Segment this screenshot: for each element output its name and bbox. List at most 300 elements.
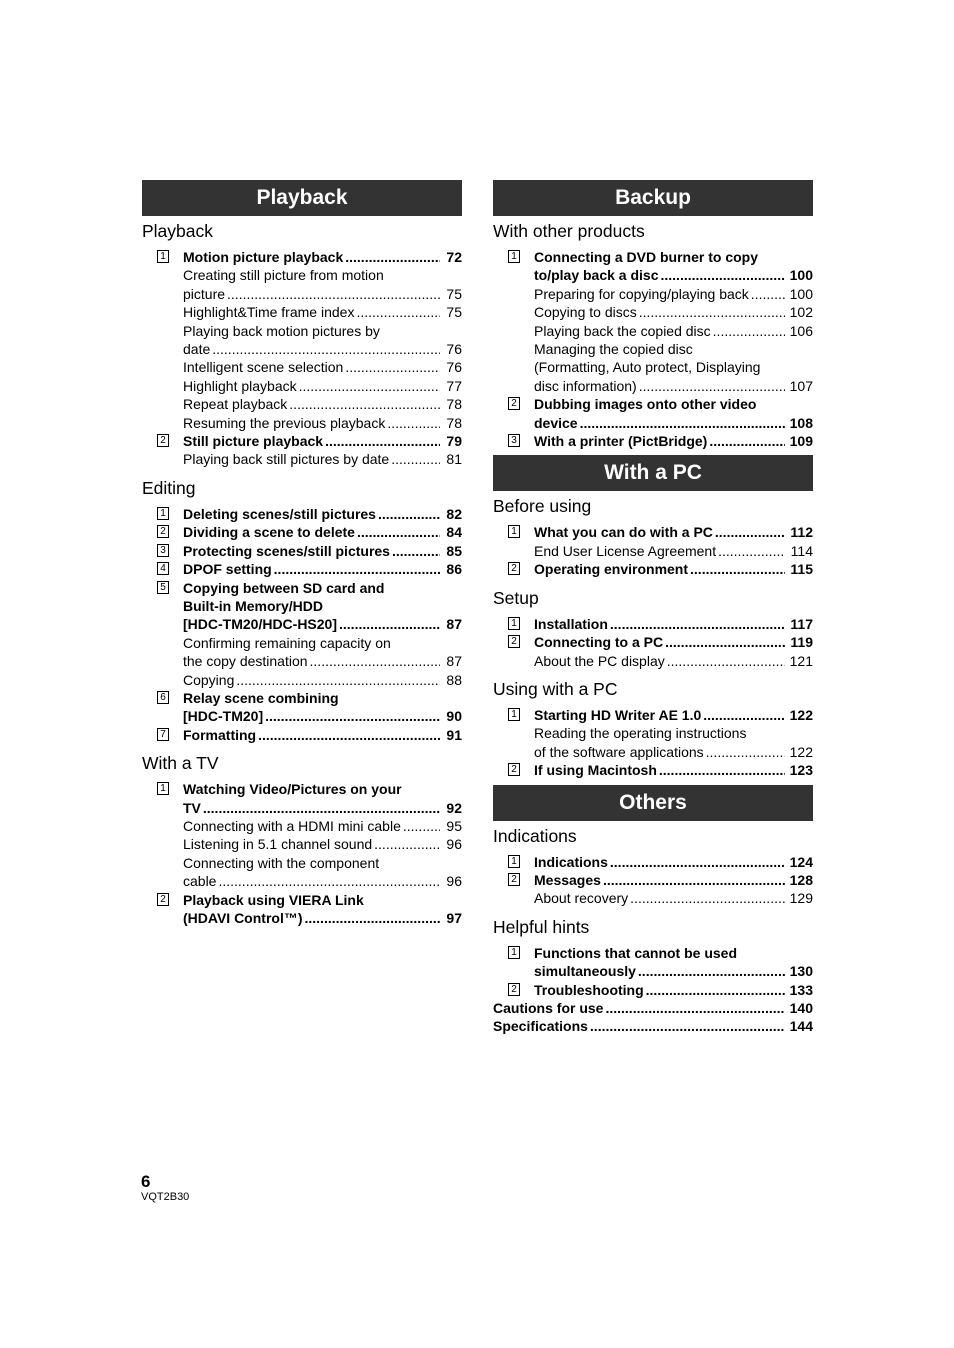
section-heading-setup: Setup <box>493 587 539 608</box>
page-ref: 121 <box>789 652 813 669</box>
toc-line <box>534 743 813 761</box>
item-number-box: 1 <box>508 855 520 868</box>
toc-line-text: Playing back motion pictures by <box>183 322 380 339</box>
toc-entry-body <box>183 780 462 890</box>
toc-entry[interactable] <box>142 432 462 469</box>
toc-line-text: What you can do with a PC <box>534 524 713 541</box>
item-number-box: 7 <box>157 728 169 741</box>
item-number-box: 2 <box>508 873 520 886</box>
section-heading-with-other-products: With other products <box>493 221 645 241</box>
page-ref: 79 <box>446 433 462 450</box>
toc-line-text: of the software applications <box>534 743 704 760</box>
toc-entry[interactable] <box>493 432 813 450</box>
toc-line <box>183 542 462 560</box>
page-ref: 102 <box>789 304 813 321</box>
toc-line <box>534 266 813 284</box>
toc-line <box>183 322 462 340</box>
item-number-box: 2 <box>157 525 169 538</box>
toc-entry[interactable] <box>493 560 813 578</box>
page-ref: 82 <box>446 505 462 522</box>
toc-entry-body <box>534 706 813 761</box>
toc-line-text: Dubbing images onto other video <box>534 396 757 413</box>
page-ref: 107 <box>789 377 813 394</box>
toc-line <box>183 579 462 597</box>
toc-line-text: Still picture playback <box>183 433 324 450</box>
toc-entry[interactable] <box>493 615 813 633</box>
toc-line-text: Watching Video/Pictures on your <box>183 781 402 798</box>
toc-line <box>534 432 813 450</box>
toc-line-text: Connecting with the component <box>183 854 380 871</box>
toc-entry[interactable] <box>493 944 813 981</box>
toc-line <box>534 560 813 578</box>
page-ref: 129 <box>789 890 813 907</box>
toc-entry[interactable] <box>493 706 813 761</box>
toc-entry-body <box>183 505 462 523</box>
dot-leader <box>718 542 785 560</box>
page-ref: 124 <box>789 853 813 870</box>
toc-line <box>183 615 462 633</box>
toc-line <box>534 285 813 303</box>
toc-entry[interactable] <box>142 248 462 432</box>
page-ref: 112 <box>790 524 813 541</box>
page-ref: 95 <box>446 817 462 834</box>
dot-leader <box>391 450 440 468</box>
page-ref: 96 <box>446 836 462 853</box>
toc-line <box>534 340 813 358</box>
toc-line <box>534 761 813 779</box>
toc-entry-body <box>183 689 462 726</box>
page-ref: 91 <box>446 726 462 743</box>
toc-entry-body <box>534 248 813 395</box>
toc-entry[interactable] <box>493 523 813 560</box>
toc-line <box>534 962 813 980</box>
toc-line-text: TV <box>183 799 201 816</box>
dot-leader <box>715 523 785 541</box>
toc-line <box>534 944 813 962</box>
dot-leader <box>203 799 440 817</box>
section-band-playback: Playback <box>142 180 462 216</box>
toc-entry-body <box>534 761 813 779</box>
toc-line <box>183 560 462 578</box>
dot-leader <box>299 377 440 395</box>
toc-line-text: Confirming remaining capacity on <box>183 634 391 651</box>
toc-entry[interactable] <box>142 505 462 523</box>
page-ref: 122 <box>789 743 813 760</box>
page-number: 6 <box>141 1172 151 1191</box>
toc-line-text: Repeat playback <box>183 396 288 413</box>
toc-line-text: date <box>183 341 211 358</box>
toc-line-text: Formatting <box>183 726 257 743</box>
page-ref: 130 <box>789 963 813 980</box>
toc-entry[interactable] <box>493 853 813 871</box>
toc-line <box>183 780 462 798</box>
toc-line-text: DPOF setting <box>183 561 272 578</box>
item-number-box: 1 <box>508 250 520 263</box>
page-ref: 97 <box>446 910 462 926</box>
toc-entry-body <box>534 853 813 871</box>
toc-line <box>534 303 813 321</box>
dot-leader <box>265 707 440 725</box>
toc-line-text: picture <box>183 285 226 302</box>
dot-leader <box>703 706 785 724</box>
toc-line-text: About the PC display <box>534 652 665 669</box>
toc-line-text: Playing back the copied disc <box>534 322 711 339</box>
item-number-box: 1 <box>508 617 520 630</box>
toc-line <box>183 450 462 468</box>
toc-line <box>183 854 462 872</box>
dot-leader <box>345 358 440 376</box>
toc-line <box>183 726 462 744</box>
section-heading-playback: Playback <box>142 221 214 241</box>
toc-line <box>183 303 462 321</box>
toc-entry-body <box>534 633 813 670</box>
toc-line-text: Reading the operating instructions <box>534 725 747 742</box>
item-number-box: 2 <box>508 763 520 776</box>
item-number-box: 6 <box>157 691 169 704</box>
dot-leader <box>258 726 440 744</box>
page-ref: 90 <box>446 708 462 725</box>
dot-leader <box>218 872 440 890</box>
toc-line <box>183 523 462 541</box>
dot-leader <box>357 523 440 541</box>
toc-entry[interactable] <box>493 633 813 670</box>
toc-line <box>183 597 462 615</box>
toc-line-text: Intelligent scene selection <box>183 359 344 376</box>
toc-line-text: Copying between SD card and <box>183 579 385 596</box>
toc-entry[interactable] <box>142 579 462 689</box>
toc-line <box>534 358 813 376</box>
toc-entry-body <box>183 579 462 689</box>
toc-line <box>534 633 813 651</box>
toc-line-text: Specifications <box>493 1018 588 1035</box>
toc-line-text: Highlight&Time frame index <box>183 304 355 321</box>
toc-line <box>183 340 462 358</box>
toc-line-text: Operating environment <box>534 561 689 578</box>
page-ref: 119 <box>790 634 813 651</box>
page-ref: 92 <box>446 799 462 816</box>
dot-leader <box>605 999 785 1017</box>
toc-line <box>183 634 462 652</box>
toc-line-text: Playing back still pictures by date <box>183 451 390 468</box>
dot-leader <box>610 853 785 871</box>
toc-line-text: About recovery <box>534 890 629 907</box>
dot-leader <box>638 962 785 980</box>
item-number-box: 2 <box>508 635 520 648</box>
toc-line-text: Protecting scenes/still pictures <box>183 542 390 559</box>
toc-line-text: Troubleshooting <box>534 981 644 998</box>
page-ref: 100 <box>789 267 813 284</box>
dot-leader <box>646 981 785 999</box>
toc-line <box>534 981 813 999</box>
page-ref: 133 <box>789 981 813 998</box>
item-number-box: 5 <box>157 581 169 594</box>
toc-line <box>534 322 813 340</box>
toc-line-text: [HDC-TM20] <box>183 708 264 725</box>
page-ref: 88 <box>446 671 462 688</box>
page-ref: 75 <box>446 304 462 321</box>
toc-column-right <box>493 180 813 1036</box>
dot-leader <box>630 889 785 907</box>
toc-column-left <box>142 180 462 927</box>
dot-leader <box>665 633 785 651</box>
dot-leader <box>345 248 440 266</box>
page-ref: 84 <box>446 524 462 541</box>
dot-leader <box>751 285 785 303</box>
toc-line <box>183 358 462 376</box>
toc-entry[interactable] <box>493 1017 813 1035</box>
toc-entry-body <box>183 891 462 928</box>
toc-entry-body <box>183 248 462 432</box>
page-ref: 78 <box>446 414 462 431</box>
toc-line-text: Dividing a scene to delete <box>183 524 355 541</box>
page-ref: 86 <box>446 561 462 578</box>
toc-line-text: to/play back a disc <box>534 267 659 284</box>
dot-leader <box>667 652 785 670</box>
toc-entry-body <box>534 981 813 999</box>
page-ref: 100 <box>789 285 813 302</box>
toc-entry[interactable] <box>142 891 462 928</box>
toc-entry-body <box>183 726 462 744</box>
toc-entry[interactable] <box>493 248 813 395</box>
toc-entry[interactable] <box>142 689 462 726</box>
page-ref: 87 <box>446 616 462 633</box>
toc-line <box>183 377 462 395</box>
section-band-with-a-pc: With a PC <box>493 455 813 491</box>
section-heading-using-with-a-pc: Using with a PC <box>493 678 618 699</box>
toc-line-text: Managing the copied disc <box>534 341 693 358</box>
page-ref: 114 <box>790 542 813 559</box>
toc-line-text: Resuming the previous playback <box>183 414 386 431</box>
item-number-box: 1 <box>508 946 520 959</box>
item-number-box: 2 <box>508 983 520 996</box>
dot-leader <box>639 377 785 395</box>
item-number-box: 1 <box>157 250 169 263</box>
toc-line <box>534 615 813 633</box>
toc-entry-body <box>534 560 813 578</box>
toc-line-text: cable <box>183 873 217 890</box>
item-number-box: 2 <box>157 434 169 447</box>
toc-entry[interactable] <box>142 780 462 890</box>
dot-leader <box>392 542 440 560</box>
page-ref: 122 <box>789 706 813 723</box>
toc-line-text: Copying to discs <box>534 304 637 321</box>
page-ref: 77 <box>446 377 462 394</box>
page-ref: 115 <box>790 561 813 578</box>
toc-line <box>534 724 813 742</box>
toc-line <box>183 652 462 670</box>
toc-entry-body <box>183 542 462 560</box>
dot-leader <box>212 340 440 358</box>
page-ref: 128 <box>789 871 813 888</box>
toc-line <box>183 248 462 266</box>
item-number-box: 2 <box>508 562 520 575</box>
dot-leader <box>639 303 785 321</box>
section-heading-with-a-tv: With a TV <box>142 753 219 774</box>
toc-line-text: Starting HD Writer AE 1.0 <box>534 706 702 723</box>
dot-leader <box>603 871 785 889</box>
dot-leader <box>610 615 785 633</box>
toc-line-text: simultaneously <box>534 963 636 980</box>
item-number-box: 2 <box>157 893 169 906</box>
toc-line-text: Motion picture playback <box>183 249 344 265</box>
toc-line <box>534 871 813 889</box>
toc-line <box>183 395 462 413</box>
toc-line <box>183 817 462 835</box>
toc-line-text: Preparing for copying/playing back <box>534 285 749 302</box>
toc-entry-body <box>534 944 813 981</box>
toc-line <box>183 432 462 450</box>
toc-line-text: [HDC-TM20/HDC-HS20] <box>183 616 338 633</box>
dot-leader <box>690 560 785 578</box>
page-ref: 109 <box>789 433 813 450</box>
toc-line-text: Messages <box>534 871 601 888</box>
toc-line-text: Copying <box>183 671 235 688</box>
dot-leader <box>706 743 785 761</box>
item-number-box: 2 <box>508 397 520 410</box>
toc-line <box>183 835 462 853</box>
dot-leader <box>289 395 440 413</box>
dot-leader <box>387 414 440 432</box>
toc-line-text: With a printer (PictBridge) <box>534 433 708 450</box>
toc-line <box>534 706 813 724</box>
toc-line-text: the copy destination <box>183 653 308 670</box>
section-heading-before-using: Before using <box>493 496 592 517</box>
section-heading-helpful-hints: Helpful hints <box>493 916 590 937</box>
toc-entry-body <box>183 523 462 541</box>
dot-leader <box>339 615 440 633</box>
dot-leader <box>305 909 441 927</box>
toc-entry[interactable] <box>493 871 813 908</box>
toc-line-text: Connecting with a HDMI mini cable <box>183 817 401 834</box>
dot-leader <box>310 652 440 670</box>
toc-line-text: Functions that cannot be used <box>534 944 738 961</box>
page-ref: 85 <box>446 542 462 559</box>
toc-line <box>183 266 462 284</box>
toc-entry[interactable] <box>142 523 462 541</box>
dot-leader <box>713 322 785 340</box>
toc-entry[interactable] <box>493 999 813 1017</box>
page-ref: 123 <box>789 762 813 779</box>
toc-line <box>534 652 813 670</box>
toc-entry-body <box>534 432 813 450</box>
section-heading-editing: Editing <box>142 477 196 498</box>
toc-line-text: Playback using VIERA Link <box>183 891 364 908</box>
toc-line-text: Connecting a DVD burner to copy <box>534 249 759 265</box>
toc-line-text: If using Macintosh <box>534 762 657 779</box>
toc-entry-body <box>493 1017 813 1035</box>
toc-entry-body <box>183 432 462 469</box>
dot-leader <box>659 761 785 779</box>
item-number-box: 3 <box>157 544 169 557</box>
toc-line-text: Built-in Memory/HDD <box>183 597 323 614</box>
dot-leader <box>274 560 440 578</box>
dot-leader <box>580 414 785 432</box>
toc-line <box>534 248 813 266</box>
dot-leader <box>325 432 440 450</box>
page-ref: 76 <box>446 359 462 376</box>
toc-entry-body <box>534 395 813 432</box>
toc-line-text: (Formatting, Auto protect, Displaying <box>534 359 761 376</box>
dot-leader <box>227 285 440 303</box>
page-ref: 144 <box>789 1018 813 1035</box>
toc-line <box>183 689 462 707</box>
toc-line-text: Connecting to a PC <box>534 634 664 651</box>
toc-line-text: disc information) <box>534 377 637 394</box>
toc-line-text: Deleting scenes/still pictures <box>183 505 376 522</box>
item-number-box: 4 <box>157 562 169 575</box>
item-number-box: 3 <box>508 434 520 447</box>
toc-line-text: Listening in 5.1 channel sound <box>183 836 373 853</box>
toc-line-text: device <box>534 414 578 431</box>
toc-line <box>183 505 462 523</box>
page-ref: 87 <box>446 653 462 670</box>
toc-line <box>534 523 813 541</box>
page-ref: 75 <box>446 285 462 302</box>
toc-entry[interactable] <box>493 981 813 999</box>
toc-line <box>183 891 462 909</box>
toc-line <box>493 999 813 1017</box>
toc-line-text: Creating still picture from motion <box>183 267 384 284</box>
toc-entry-body <box>493 999 813 1017</box>
page-ref: 72 <box>446 249 462 265</box>
toc-entry[interactable] <box>142 726 462 744</box>
toc-line <box>534 414 813 432</box>
toc-entry[interactable] <box>493 761 813 779</box>
page-ref: 108 <box>789 414 813 431</box>
page-ref: 117 <box>790 615 813 632</box>
section-heading-indications: Indications <box>493 825 577 846</box>
toc-line-text: (HDAVI Control™) <box>183 910 303 926</box>
model-code: VQT2B30 <box>141 1191 190 1203</box>
toc-entry[interactable] <box>142 542 462 560</box>
toc-line-text: Installation <box>534 615 608 632</box>
dot-leader <box>661 266 786 284</box>
toc-entry[interactable] <box>493 395 813 432</box>
toc-line <box>493 1017 813 1035</box>
item-number-box: 1 <box>508 708 520 721</box>
toc-line-text: End User License Agreement <box>534 542 717 559</box>
toc-line-text: Indications <box>534 853 608 870</box>
toc-line <box>534 377 813 395</box>
section-band-others: Others <box>493 785 813 821</box>
toc-line <box>183 671 462 689</box>
dot-leader <box>590 1017 785 1035</box>
toc-line-text: Highlight playback <box>183 377 297 394</box>
page-ref: 140 <box>789 999 813 1016</box>
toc-line <box>183 909 462 927</box>
toc-line <box>534 889 813 907</box>
toc-entry-body <box>183 560 462 578</box>
toc-entry[interactable] <box>142 560 462 578</box>
toc-line-text: Relay scene combining <box>183 689 339 706</box>
toc-line-text: Cautions for use <box>493 999 604 1016</box>
page-ref: 81 <box>446 451 462 468</box>
dot-leader <box>236 671 440 689</box>
dot-leader <box>378 505 440 523</box>
dot-leader <box>374 835 440 853</box>
toc-entry-body <box>534 523 813 560</box>
page-ref: 106 <box>789 322 813 339</box>
page-ref: 78 <box>446 396 462 413</box>
dot-leader <box>709 432 785 450</box>
section-band-backup: Backup <box>493 180 813 216</box>
toc-entry-body <box>534 615 813 633</box>
toc-line <box>183 872 462 890</box>
page-ref: 76 <box>446 341 462 358</box>
dot-leader <box>403 817 440 835</box>
toc-line <box>534 853 813 871</box>
dot-leader <box>356 303 440 321</box>
